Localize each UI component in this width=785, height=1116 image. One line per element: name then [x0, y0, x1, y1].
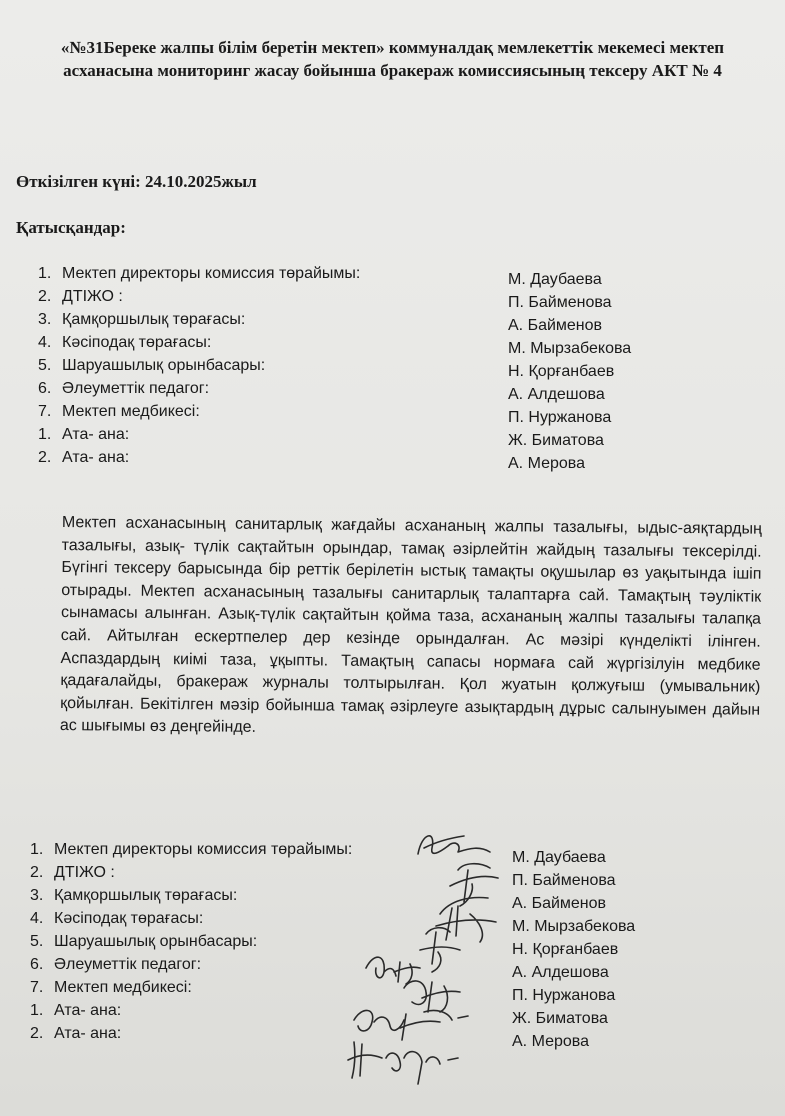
list-item [38, 400, 360, 423]
item-number: 6. [38, 380, 52, 397]
attendee-name: А. Байменов [508, 317, 603, 334]
list-item [30, 1022, 352, 1045]
list-item [38, 285, 360, 308]
item-number: 3. [30, 887, 44, 904]
role-label: Кәсіподақ төрағасы: [62, 334, 212, 351]
list-item [38, 377, 360, 400]
role-label: Мектеп медбикесі: [62, 403, 200, 420]
attendees-heading: Қатысқандар: [16, 218, 126, 237]
role-label: Мектеп директоры комиссия төрайымы: [62, 265, 361, 282]
item-number: 7. [30, 979, 44, 996]
list-item [38, 262, 360, 285]
item-number: 4. [38, 334, 52, 351]
role-label: Қамқоршылық төрағасы: [62, 311, 246, 328]
item-number: 2. [38, 449, 52, 466]
role-label: Ата- ана: [54, 1025, 122, 1042]
list-item [38, 308, 360, 331]
list-item [30, 953, 352, 976]
role-label: Мектеп директоры комиссия төрайымы: [54, 841, 353, 858]
item-number: 5. [38, 357, 52, 374]
item-number: 1. [30, 1002, 44, 1019]
attendee-name: А. Мерова [512, 1033, 589, 1050]
item-number: 6. [30, 956, 44, 973]
role-label: Әлеуметтік педагог: [54, 956, 202, 973]
document-title: «№31Береке жалпы білім беретін мектеп» коммуналдақ мемлекеттік мекемесі мектеп асханасына мониторинг жасау бойынша бракераж комиссиясының тексеру АКТ № 4 [60, 38, 725, 80]
date-line: Өткізілген күні: 24.10.2025жыл [16, 172, 257, 191]
list-item [38, 331, 360, 354]
item-number: 2. [38, 288, 52, 305]
role-label: Кәсіподақ төрағасы: [54, 910, 204, 927]
list-item [30, 861, 352, 884]
attendees-bottom-roles [30, 838, 352, 1045]
attendees-top-roles [38, 262, 360, 469]
role-label: Мектеп медбикесі: [54, 979, 192, 996]
item-number: 2. [30, 864, 44, 881]
attendee-name: М. Даубаева [508, 271, 602, 288]
list-item [30, 930, 352, 953]
item-number: 4. [30, 910, 44, 927]
attendee-name: М. Даубаева [512, 849, 606, 866]
role-label: Шаруашылық орынбасары: [62, 357, 266, 374]
role-label: Шаруашылық орынбасары: [54, 933, 258, 950]
attendee-name: П. Байменова [512, 872, 616, 889]
attendees-top-names [508, 268, 631, 475]
list-item [38, 354, 360, 377]
attendee-name: П. Нуржанова [512, 987, 616, 1004]
role-label: Ата- ана: [54, 1002, 122, 1019]
attendee-name: М. Мырзабекова [512, 918, 636, 935]
item-number: 3. [38, 311, 52, 328]
list-item [30, 976, 352, 999]
list-item [38, 423, 360, 446]
attendee-name: П. Нуржанова [508, 409, 612, 426]
attendee-name: Н. Қорғанбаев [512, 941, 619, 958]
list-item [30, 999, 352, 1022]
item-number: 2. [30, 1025, 44, 1042]
role-label: Ата- ана: [62, 449, 130, 466]
role-label: ДТІЖО : [62, 288, 123, 305]
inspection-body-text: Мектеп асханасының санитарлық жағдайы асхананың жалпы тазалығы, ыдыс-аяқтардың тазалығы, азық- түлік сақтайтын орындар, тамақ әзірлейтін жайдың тазалығы тексерілді. Бүгінгі тексеру барысында бір реттік берілетін ыстық тамақты оқушылар өз уақытында ішіп отырады. Мектеп асханасының тазалығы санитарлық талаптарға сай. Тамақтың тәуліктік сынамасы алынған. Азық-түлік сақтайтын қойма таза, асхананың жалпы тазалығы талапқа сай. Айтылған ескертпелер дер кезінде орындалған. Ас мәзірі күнделікті ілінген. Аспаздардың киімі таза, ұқыпты. Тамақтың сапасы нормаға сай жүргізілуін медбике қадағалайды, бракераж журналы толтырылған. Қол жуатын қолжуғыш (умывальник) қойылған. Бекітілген мәзір бойынша тамақ әзірлеуге азықтардың дұрыс салынуымен дайын ас шығымы өз деңгейінде. [59, 513, 762, 737]
attendee-name: А. Мерова [508, 455, 585, 472]
attendee-name: Н. Қорғанбаев [508, 363, 615, 380]
list-item [30, 884, 352, 907]
item-number: 5. [30, 933, 44, 950]
role-label: Қамқоршылық төрағасы: [54, 887, 238, 904]
list-item [30, 907, 352, 930]
item-number: 1. [30, 841, 44, 858]
list-item [38, 446, 360, 469]
attendee-name: А. Алдешова [512, 964, 609, 981]
attendee-name: Ж. Биматова [512, 1010, 608, 1027]
attendee-name: А. Байменов [512, 895, 607, 912]
attendee-name: М. Мырзабекова [508, 340, 632, 357]
signatures-block [340, 822, 510, 1092]
attendee-name: П. Байменова [508, 294, 612, 311]
item-number: 7. [38, 403, 52, 420]
attendee-name: А. Алдешова [508, 386, 605, 403]
list-item [30, 838, 352, 861]
attendees-bottom-names [512, 846, 635, 1053]
item-number: 1. [38, 426, 52, 443]
role-label: Ата- ана: [62, 426, 130, 443]
item-number: 1. [38, 265, 52, 282]
role-label: Әлеуметтік педагог: [62, 380, 210, 397]
role-label: ДТІЖО : [54, 864, 115, 881]
attendee-name: Ж. Биматова [508, 432, 604, 449]
handwritten-signatures-icon [340, 822, 510, 1092]
